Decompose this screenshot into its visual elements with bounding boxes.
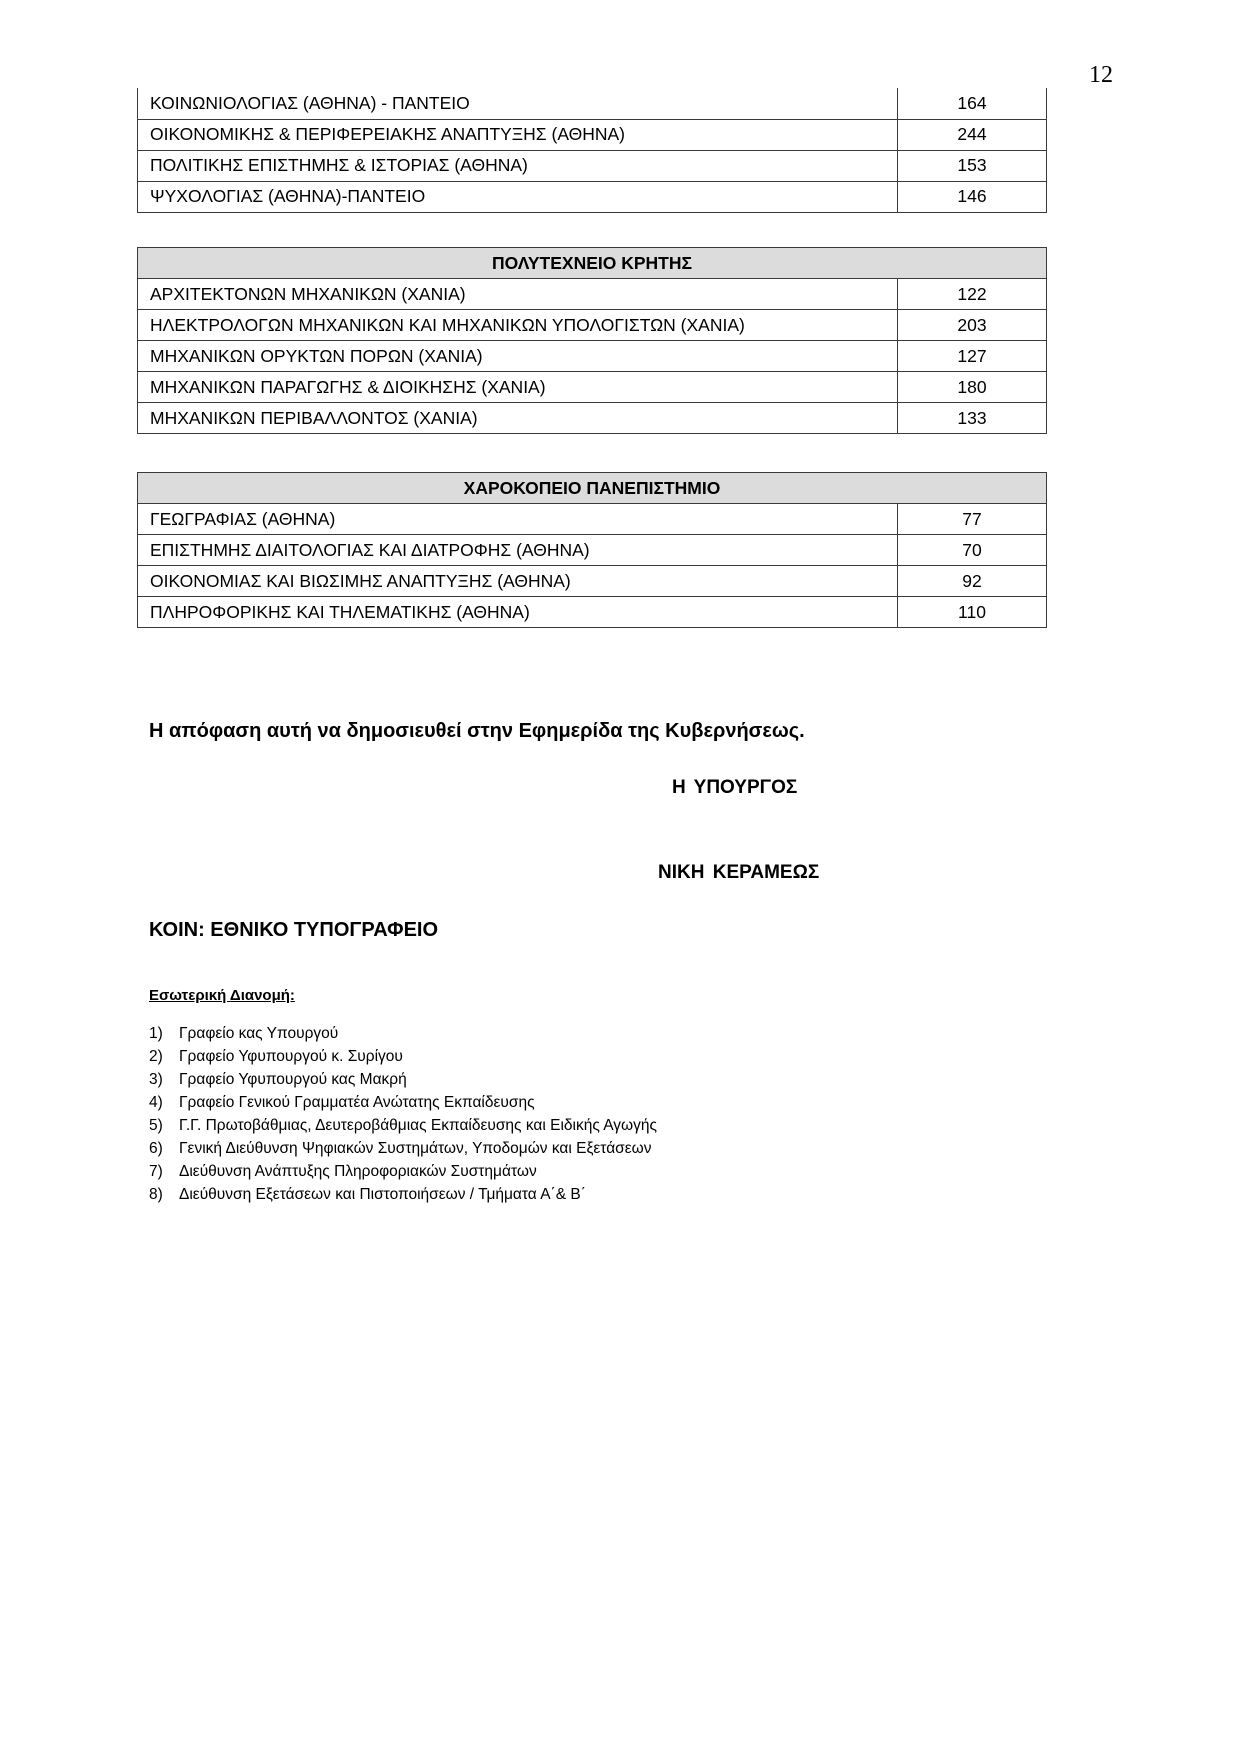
koin-recipient: ΚΟΙΝ: ΕΘΝΙΚΟ ΤΥΠΟΓΡΑΦΕΙΟ xyxy=(149,919,439,941)
harokopio-university-table xyxy=(137,472,1047,628)
list-item xyxy=(149,1160,657,1183)
table-row xyxy=(138,535,1047,566)
table-row xyxy=(138,597,1047,628)
list-item-text: Γραφείο κας Υπουργού xyxy=(179,1025,339,1042)
department-name: ΜΗΧΑΝΙΚΩΝ ΠΑΡΑΓΩΓΗΣ & ΔΙΟΙΚΗΣΗΣ (ΧΑΝΙΑ) xyxy=(138,372,898,403)
institution-header: ΠΟΛΥΤΕΧΝΕΙΟ ΚΡΗΤΗΣ xyxy=(138,248,1047,279)
department-value: 244 xyxy=(898,119,1047,150)
department-value: 70 xyxy=(898,535,1047,566)
department-name: ΟΙΚΟΝΟΜΙΑΣ ΚΑΙ ΒΙΩΣΙΜΗΣ ΑΝΑΠΤΥΞΗΣ (ΑΘΗΝΑ) xyxy=(138,566,898,597)
list-item xyxy=(149,1091,657,1114)
list-item xyxy=(149,1114,657,1137)
department-name: ΟΙΚΟΝΟΜΙΚΗΣ & ΠΕΡΙΦΕΡΕΙΑΚΗΣ ΑΝΑΠΤΥΞΗΣ (ΑΘΗΝΑ) xyxy=(138,119,898,150)
department-value: 203 xyxy=(898,310,1047,341)
minister-title: Η ΥΠΟΥΡΓΟΣ xyxy=(672,777,798,798)
department-value: 127 xyxy=(898,341,1047,372)
list-item-text: Γενική Διεύθυνση Ψηφιακών Συστημάτων, Υποδομών και Εξετάσεων xyxy=(179,1140,652,1157)
table-row xyxy=(138,310,1047,341)
list-item xyxy=(149,1022,657,1045)
department-value: 92 xyxy=(898,566,1047,597)
list-item-text: Διεύθυνση Εξετάσεων και Πιστοποιήσεων / Τμήματα Α΄& Β΄ xyxy=(179,1186,586,1203)
department-name: ΜΗΧΑΝΙΚΩΝ ΟΡΥΚΤΩΝ ΠΟΡΩΝ (ΧΑΝΙΑ) xyxy=(138,341,898,372)
list-item xyxy=(149,1045,657,1068)
table-row xyxy=(138,504,1047,535)
list-item-index: 6) xyxy=(149,1140,163,1157)
institution-header: ΧΑΡΟΚΟΠΕΙΟ ΠΑΝΕΠΙΣΤΗΜΙΟ xyxy=(138,473,1047,504)
department-name: ΑΡΧΙΤΕΚΤΟΝΩΝ ΜΗΧΑΝΙΚΩΝ (ΧΑΝΙΑ) xyxy=(138,279,898,310)
department-value: 122 xyxy=(898,279,1047,310)
table-row xyxy=(138,88,1047,119)
table-row xyxy=(138,150,1047,181)
list-item-text: Γραφείο Υφυπουργού κ. Συρίγου xyxy=(179,1048,403,1065)
department-value: 77 xyxy=(898,504,1047,535)
department-name: ΠΛΗΡΟΦΟΡΙΚΗΣ ΚΑΙ ΤΗΛΕΜΑΤΙΚΗΣ (ΑΘΗΝΑ) xyxy=(138,597,898,628)
table-row xyxy=(138,566,1047,597)
list-item xyxy=(149,1137,657,1160)
decision-statement: Η απόφαση αυτή να δημοσιευθεί στην Εφημερίδα της Κυβερνήσεως. xyxy=(149,720,805,742)
distribution-heading: Εσωτερική Διανομή: xyxy=(149,987,295,1004)
department-name: ΗΛΕΚΤΡΟΛΟΓΩΝ ΜΗΧΑΝΙΚΩΝ ΚΑΙ ΜΗΧΑΝΙΚΩΝ ΥΠΟΛΟΓΙΣΤΩΝ (ΧΑΝΙΑ) xyxy=(138,310,898,341)
list-item-index: 4) xyxy=(149,1094,163,1111)
list-item-text: Διεύθυνση Ανάπτυξης Πληροφοριακών Συστημάτων xyxy=(179,1163,537,1180)
table-row xyxy=(138,372,1047,403)
list-item-text: Γ.Γ. Πρωτοβάθμιας, Δευτεροβάθμιας Εκπαίδευσης και Ειδικής Αγωγής xyxy=(179,1117,657,1134)
list-item-index: 1) xyxy=(149,1025,163,1042)
list-item-index: 3) xyxy=(149,1071,163,1088)
list-item-index: 7) xyxy=(149,1163,163,1180)
table-row xyxy=(138,279,1047,310)
department-value: 133 xyxy=(898,403,1047,434)
department-value: 153 xyxy=(898,150,1047,181)
distribution-list xyxy=(149,1022,657,1206)
list-item xyxy=(149,1183,657,1206)
table-header-row xyxy=(138,248,1047,279)
table-header-row xyxy=(138,473,1047,504)
list-item-text: Γραφείο Υφυπουργού κας Μακρή xyxy=(179,1071,407,1088)
table-row xyxy=(138,341,1047,372)
polytechnic-crete-table xyxy=(137,247,1047,434)
table-row xyxy=(138,403,1047,434)
minister-name: ΝΙΚΗ ΚΕΡΑΜΕΩΣ xyxy=(658,862,820,883)
department-name: ΨΥΧΟΛΟΓΙΑΣ (ΑΘΗΝΑ)-ΠΑΝΤΕΙΟ xyxy=(138,181,898,212)
department-name: ΜΗΧΑΝΙΚΩΝ ΠΕΡΙΒΑΛΛΟΝΤΟΣ (ΧΑΝΙΑ) xyxy=(138,403,898,434)
department-name: ΠΟΛΙΤΙΚΗΣ ΕΠΙΣΤΗΜΗΣ & ΙΣΤΟΡΙΑΣ (ΑΘΗΝΑ) xyxy=(138,150,898,181)
list-item xyxy=(149,1068,657,1091)
table-row xyxy=(138,119,1047,150)
department-name: ΕΠΙΣΤΗΜΗΣ ΔΙΑΙΤΟΛΟΓΙΑΣ ΚΑΙ ΔΙΑΤΡΟΦΗΣ (ΑΘΗΝΑ) xyxy=(138,535,898,566)
department-value: 146 xyxy=(898,181,1047,212)
department-name: ΚΟΙΝΩΝΙΟΛΟΓΙΑΣ (ΑΘΗΝΑ) - ΠΑΝΤΕΙΟ xyxy=(138,88,898,119)
list-item-index: 5) xyxy=(149,1117,163,1134)
list-item-index: 8) xyxy=(149,1186,163,1203)
department-value: 164 xyxy=(898,88,1047,119)
list-item-index: 2) xyxy=(149,1048,163,1065)
list-item-text: Γραφείο Γενικού Γραμματέα Ανώτατης Εκπαίδευσης xyxy=(179,1094,535,1111)
table-row xyxy=(138,181,1047,212)
departments-table-top xyxy=(137,88,1047,213)
page-number: 12 xyxy=(1089,62,1113,88)
department-value: 180 xyxy=(898,372,1047,403)
department-name: ΓΕΩΓΡΑΦΙΑΣ (ΑΘΗΝΑ) xyxy=(138,504,898,535)
department-value: 110 xyxy=(898,597,1047,628)
